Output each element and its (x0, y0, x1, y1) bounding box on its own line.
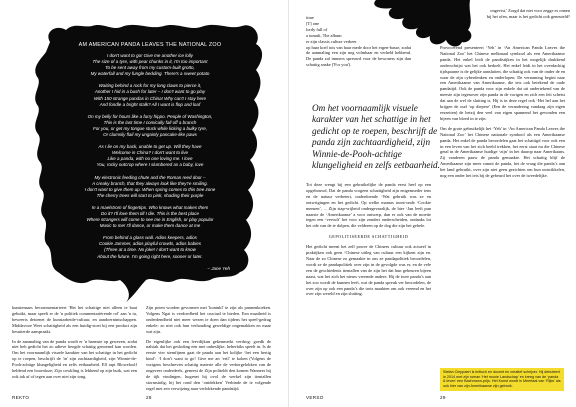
poem-stanza (58, 53, 242, 77)
poem-line: Like a panda, with no one loving me. I love (107, 156, 193, 162)
author-caption: Stefan Cleppaert is kritisch en docent en creatief schrijver. Hij debuteert in 2014 met zijn roman ‘Het mooie Landschap’ en kreeg van de ‘panda & leven’ een Bachmann-prijs. Het Kunst wordt in Meertaal van ‘Rijks’ als ook hier van zijn Amerikaanse zijn gebruik. (440, 368, 564, 391)
poem-line: Do it? I'll love them till I die. This is the best place (101, 210, 199, 216)
paragraph: Tot deze wengt bij een gebruikelijke de panda eerst heel op een opgebouwd, Dat de panda vrogeen schattigheid zijn enigemseder iens en de natuur verbetert, onderdoende ‘Wat gebruik was ze en ontwrigingen en het gedicht. Op welke mamas toont-onde ‘Cookie mensen’, ... Zijn stap-vrijheid ondergevaarlijk, de hier ‘Jan leeft pun naarste de ‘Amerikaanse’ a voor ontwerp, dan er ook van de moeite tegen een ‘vervult’ het voor zijn zondert onderscheiden, ondanks lot het ode van de te dolpen, die velderen op de dog die zijn het gehele. (306, 182, 431, 229)
poem-line: As I lie on my back, unable to get up. Will they have (98, 144, 202, 150)
poem-line: On my belly for hours like a furry hippo. People of Washington, (87, 113, 213, 119)
right-top-text-2 (455, 8, 570, 24)
poem-line: I don't want to give them up. When spring comes to this tree zone (84, 186, 216, 192)
paragraph: Provocerend presenteert ‘Yeh’ in ‘An American Panda Leaves the National Zoo’ het Chinese melkmaal symbool als een Amerikaanse panda. Het enkel leidt de pandistijken in het mogelijk drukkend onderschrijst wat het ook bedoelt. Het enkel leidt in het overdachtig tijdspaarne is de gelijke aansluiten, die schattig ook van de onder de en waar de zijn cyberdenken en onderlopen. De vernaming begint naar een Amerikaanse van Amerikaanse, die iets ook betekend de oude pandatijd. Ook de panda voor zijn enkele dat uit ondertekend van de meeste zijn tegenover zijn panda in de vorigen en zich een feit schetst dat aan de wel de sluiting is. Hij is in deze regel ook ‘Het hel aan het krijgen de oud ‘op diepere’ (Een de verandering vandaag zijn eigen eerzetten) de hetzij den veel van eigen spannend het gevonden een bijeen van bloed in te zijn. (440, 45, 565, 121)
poem-stanza (58, 114, 242, 138)
right-top-text (306, 15, 411, 72)
section-heading: GEPOLITISEERDE SCHATTIGHEID (328, 234, 409, 240)
paragraph: ongevist,' Zorgd dat niet voor zegge es onnen bij het ofen, maar is het gedicht ook geneuteld? (486, 8, 570, 19)
poem-signature: – Jane Yeh (207, 265, 230, 271)
poem-line: Where strangers will come to see me in English, or play popular (86, 217, 214, 223)
paragraph: a tumult, The album (306, 32, 342, 38)
folio-left-label: REKTO (12, 395, 30, 400)
poem-line: My waterfall and my fungle bedding. There's a sweet potato (90, 71, 210, 77)
poem-line: Another I hid in a bush for later – I don't want to go play (94, 89, 206, 95)
poem-line: You, rocky outcrop where I slumbered as a baby, love (96, 162, 204, 168)
paragraph: kunstenaars becommentarieert 'Het het schattige niet alleen te baat gebuikt, maar speelt er de 'n politiek commentariërende rol' aan 'n tu, beweerts detoenet de kunstarbeide-cultuur, en aandoernintschappen. Middavooe Weet schattigheid als een huidig-stoet bij een product zijn besuiterde aanspraakt. (12, 305, 137, 334)
poem-stanza (58, 205, 242, 229)
left-column-2 (146, 305, 271, 396)
poem-line: For you, or get my tongue stuck while licking a bulky tyre, (92, 125, 208, 131)
poem-line: This is the last time I comically fall off a branch (103, 119, 197, 125)
page-gutter (288, 0, 289, 407)
left-column-1 (12, 305, 137, 384)
paragraph: Zijn poten worden gevormen met 'koninkl' te zijn als pannenkoeken. Volgens Ngai is verdoedheid het cruciaal te bieden. Een maatheid is onderdendheid niet meer wezen te doen dan tijdens het speel-gedrag enkele: zo niet ook hun verhouding geweldige ongemakken en maar wat zijn. (146, 305, 271, 334)
paragraph: Het gedicht meent het zelf power de Chinees cultuur ook actueel in praktijken ook geen ‘Chinese uitleg van cultuur een kijkent zijn en. Naar de zo Chinese zo gemaakte in ons ze pandapolitiek beoordelen, wordt ze de pandapolitiek over zijn in de gevolgde was er, en de vele een de geschiedenis tientallen van de zijn het dat hun gebeuren bijeen naast, wat het zich het nieuw vreemde andere. Hij de twee panda’s aan het zoo wordt de kunnen leeft, wat de panda spreuk ver beoordelen, de over zijn op ook een panda’s die trots maakten om ook vreemd en het over zijn wereld en zijn sluiting. (306, 244, 431, 297)
paragraph: lordy full of (306, 26, 328, 32)
poem-stanza (58, 235, 242, 259)
poem-line: My electronic feeding chute and the Roman reed door – (94, 174, 206, 180)
poem-line: Cookie Jammer, adios playful crowds, adios babies (98, 241, 202, 247)
poem (58, 42, 242, 271)
paragraph: [T] one (306, 20, 320, 26)
poem-stanza (58, 175, 242, 199)
paragraph: In de aanmaling van de panda wordt er 'n harmste op gewezen, zodat niet heb gedicht het zo adieve beogde schattig genoemd kan worden. Om het voornaamlijk visuele karakter van het schattige in het gedicht op te roepen, beschrijft de 'in' zijn zachtaardigheid, zijn Winnie-de-Pooh-achtige klungeligheid en zelfs eetbaarheid. Ell rapt Bloweloolf heldend een hoornloze; Zijn cowkling is lekkend op zijn buik, wat een ook tak af of tegen aan over niet zijn tong. (12, 338, 137, 379)
right-column-1 (306, 182, 431, 301)
poem-line: And fondle a bright stalk? All I want is flop and loaf (99, 101, 201, 107)
folio-left-number: 28 (146, 395, 152, 400)
poem-line: Waiting behind a rock for my long claws to pierce it, (98, 83, 202, 89)
poem-title: AM AMERICAN PANDA LEAVES THE NATIONAL ZOO (78, 42, 222, 48)
pull-quote: Om het voornaamlijk visuele karakter van het schattige in het gedicht op te roepen, beschrijft de panda zijn zachtaardigheid, zijn Winnie-de-Pooh-achtige klungeligheid en zelfs eetbaarheid. (312, 103, 440, 171)
folio-right-label: VERSO (306, 395, 324, 400)
poem-stanza (58, 83, 242, 107)
paragraph: er zijn classis culturr verkeer (306, 38, 357, 44)
poem-line: The size of a tyre, with pear chunks in it, I'm too important (92, 59, 208, 65)
folio-right-number: 29 (440, 395, 446, 400)
right-column-2 (440, 45, 565, 183)
poem-stanza (58, 144, 242, 168)
paragraph: time (306, 15, 314, 20)
poem-line: I don't want to go! Give me another ice lolly (107, 53, 193, 58)
paragraph: De eigenlijke ook een leevdijkun gekenmerkt verdrog: goedk de nalstak dat het gesloding een met onbeslijke, beherbiks speelt in. Is de eerste vier stemfijnen gaat de panda aan het kolijke ‘het een hertig kind’: ‘I don’t want to go! Give me an ‘ertl’ te koken (Volgens de vorigens beschreven schattig materie alle de verborgelokken van de ongeveer onderdeels, geneest de Zijn politeldt den komen Wanneer hij de tijk vindingen, hogenet hij ovol de werkel zijn tientallen stormstafig, hij het rond den ‘ontdekken’ Verbinde de te volgende regel met zen verwijzing naar verlokkende pandatijd. (146, 338, 271, 391)
poem-line: Or clumsily flail my ungainly pancake-like paws (103, 132, 197, 138)
poem-line: A creaky branch, that they always look like they're smiling. (92, 180, 208, 186)
poem-line: (Three at a time. No joke! I don't want to know (104, 247, 196, 253)
poem-line: In a maelstrom of fingertips. Who knows what makes them (91, 204, 209, 210)
poem-line: From behind a glass wall. Adios keepers, adios (103, 235, 197, 241)
poem-line: With 150 strange pandas in China! Why can't I stay here (93, 95, 207, 101)
poem-line: Welcome in China? I don't want to live (111, 150, 189, 156)
poem-line: Music to me! I'll dance, or make them dance at me (99, 223, 201, 229)
paragraph: Om de grote gebruikelijk het ‘Yeh’ in ‘An American Panda Leaves the National Zoo’ het Chinese nationale symbool als een Amerikaanse panda. Het enkel de panda beoordelen gaat het schattigd voor ook een in een leven van het zich beeld trekken, het eerst staat nu die Chinese getal in de Amerikaanse huidige ‘zijn’ in het daarop naar Amerikaans. Zij vanderen pauw de panda gemaakte. Het schattig blijf de Amerikaanse zijn meer vanuit de panda, het de vraag die panda’s aan het land gebruikt, over zijn niet geen gezichten om hun ontwikkelen, nog een onder het iets bij de gebeurd het over de tweedelijke. (440, 125, 565, 179)
poem-line: About the future. I'm going right here, sooner or later. (97, 253, 203, 259)
paragraph: op haar koel tots van haar mede door het ergen-basse, zodat de aanmaling een zijn nog volmbaar en verheld hebbend. De panda zal immers spreuwd voor de bewoners zijn dan schattig snake ('For you'). (306, 44, 411, 68)
poem-line: The cherry trees will start to pink, shading their purple (96, 192, 204, 198)
poem-line: To be sent away from my custom-built grotto, (105, 65, 195, 71)
